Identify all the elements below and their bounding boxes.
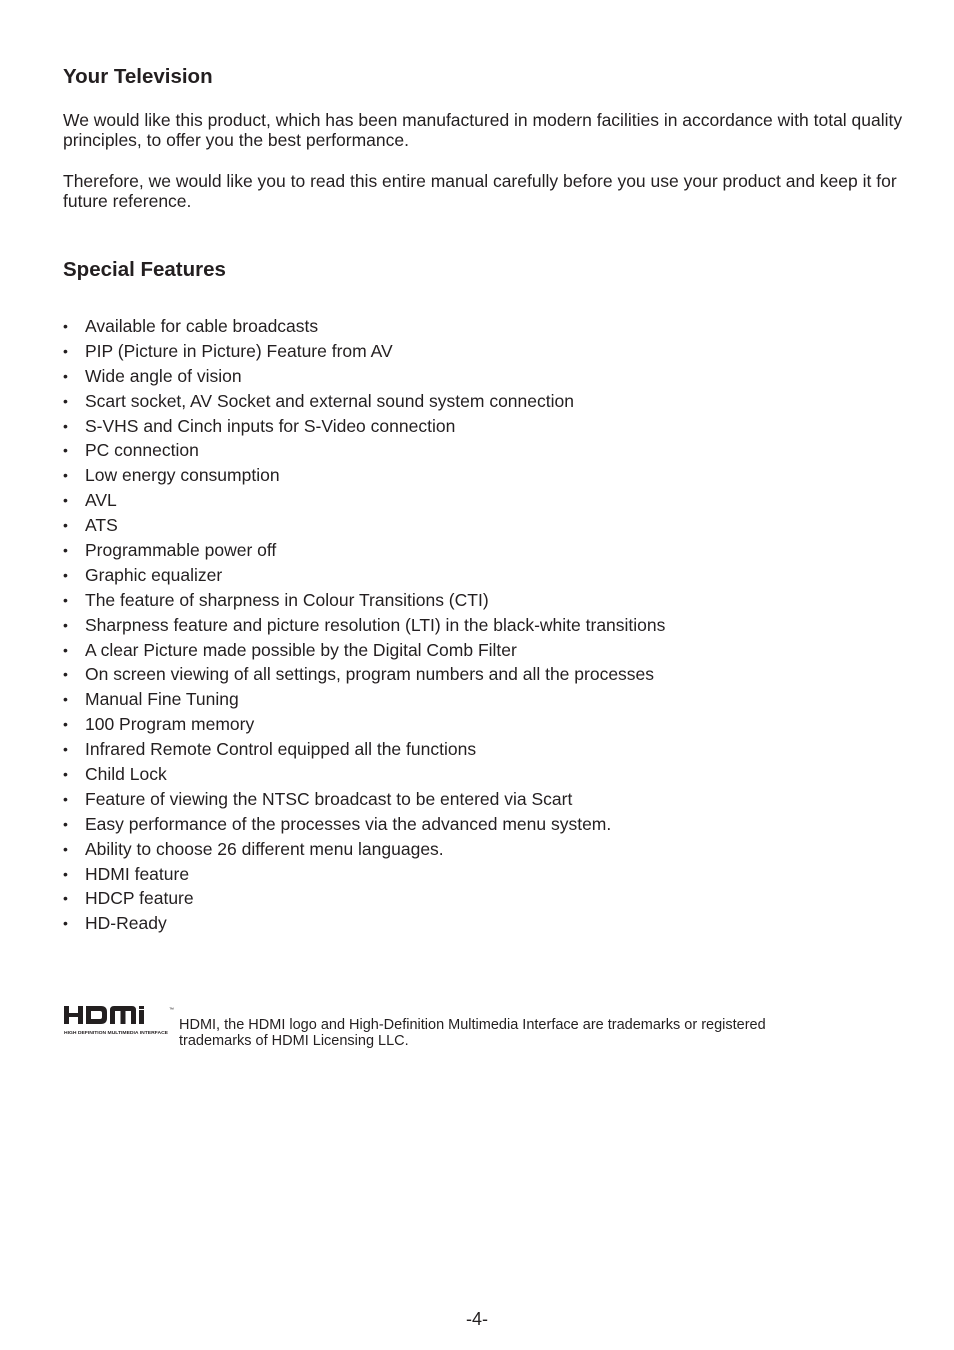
bullet-icon: • [63, 790, 68, 807]
feature-item [63, 538, 665, 563]
section-title-special-features: Special Features [63, 258, 226, 281]
feature-item [63, 862, 665, 887]
feature-text: S-VHS and Cinch inputs for S-Video connection [85, 415, 456, 436]
feature-item [63, 488, 665, 513]
bullet-icon: • [63, 492, 68, 509]
manual-advice-paragraph: Therefore, we would like you to read this entire manual carefully before you use your product and keep it for future reference. [63, 171, 897, 211]
page-number: -4- [466, 1309, 488, 1329]
feature-text: Programmable power off [85, 540, 277, 561]
bullet-icon: • [63, 666, 68, 683]
feature-item [63, 762, 665, 787]
feature-item [63, 314, 665, 339]
feature-text: 100 Program memory [85, 714, 255, 735]
bullet-icon: • [63, 542, 68, 559]
feature-item [63, 886, 665, 911]
feature-item [63, 364, 665, 389]
bullet-icon: • [63, 840, 68, 857]
feature-text: Wide angle of vision [85, 365, 242, 386]
feature-text: Graphic equalizer [85, 564, 223, 585]
feature-item [63, 389, 665, 414]
feature-text: Infrared Remote Control equipped all the functions [85, 739, 477, 760]
feature-item [63, 613, 665, 638]
feature-item [63, 339, 665, 364]
feature-text: Easy performance of the processes via the advanced menu system. [85, 813, 612, 834]
section-title-your-television: Your Television [63, 65, 213, 88]
feature-text: Low energy consumption [85, 465, 280, 486]
bullet-icon: • [63, 392, 68, 409]
feature-text: Manual Fine Tuning [85, 689, 239, 710]
feature-item [63, 837, 665, 862]
bullet-icon: • [63, 691, 68, 708]
feature-text: The feature of sharpness in Colour Transitions (CTI) [85, 589, 489, 610]
bullet-icon: • [63, 417, 68, 434]
feature-text: Scart socket, AV Socket and external sound system connection [85, 390, 574, 411]
bullet-icon: • [63, 890, 68, 907]
feature-text: Sharpness feature and picture resolution (LTI) in the black-white transitions [85, 614, 666, 635]
hdmi-trademark-symbol: ™ [169, 1007, 174, 1013]
feature-item [63, 712, 665, 737]
bullet-icon: • [63, 517, 68, 534]
bullet-icon: • [63, 442, 68, 459]
intro-paragraph: We would like this product, which has been manufactured in modern facilities in accordance with total quality principles, to offer you the best performance. [63, 110, 903, 150]
feature-text: A clear Picture made possible by the Digital Comb Filter [85, 639, 517, 660]
bullet-icon: • [63, 367, 68, 384]
hdmi-logo-tagline: HIGH DEFINITION MULTIMEDIA INTERFACE [64, 1030, 169, 1035]
bullet-icon: • [63, 342, 68, 359]
feature-text: Feature of viewing the NTSC broadcast to be entered via Scart [85, 788, 573, 809]
bullet-icon: • [63, 766, 68, 783]
bullet-icon: • [63, 865, 68, 882]
feature-text: ATS [85, 515, 118, 536]
bullet-icon: • [63, 616, 68, 633]
bullet-icon: • [63, 467, 68, 484]
feature-text: HDCP feature [85, 888, 194, 909]
feature-item [63, 463, 665, 488]
bullet-icon: • [63, 716, 68, 733]
feature-item [63, 513, 665, 538]
feature-text: Available for cable broadcasts [85, 316, 319, 336]
bullet-icon: • [63, 915, 68, 932]
feature-text: PC connection [85, 440, 199, 461]
bullet-icon: • [63, 815, 68, 832]
feature-text: HDMI feature [85, 863, 190, 884]
feature-item [63, 737, 665, 762]
features-list [63, 314, 665, 936]
feature-item [63, 438, 665, 463]
bullet-icon: • [63, 591, 68, 608]
feature-item [63, 638, 665, 663]
feature-item [63, 588, 665, 613]
bullet-icon: • [63, 318, 68, 334]
feature-item [63, 414, 665, 439]
feature-text: Child Lock [85, 764, 167, 785]
feature-item [63, 787, 665, 812]
feature-item [63, 911, 665, 936]
hdmi-logo [63, 1005, 175, 1037]
bullet-icon: • [63, 641, 68, 658]
hdmi-trademark-notice: HDMI, the HDMI logo and High-Definition Multimedia Interface are trademarks or registered trademarks of HDMI Licensing LLC. [179, 1016, 766, 1049]
bullet-icon: • [63, 566, 68, 583]
feature-text: On screen viewing of all settings, program numbers and all the processes [85, 664, 655, 685]
bullet-icon: • [63, 741, 68, 758]
feature-item [63, 563, 665, 588]
feature-text: Ability to choose 26 different menu languages. [85, 838, 444, 859]
feature-item [63, 687, 665, 712]
feature-item [63, 812, 665, 837]
feature-text: HD-Ready [85, 913, 167, 934]
feature-text: AVL [85, 490, 117, 511]
feature-text: PIP (Picture in Picture) Feature from AV [85, 340, 393, 361]
feature-item [63, 662, 665, 687]
